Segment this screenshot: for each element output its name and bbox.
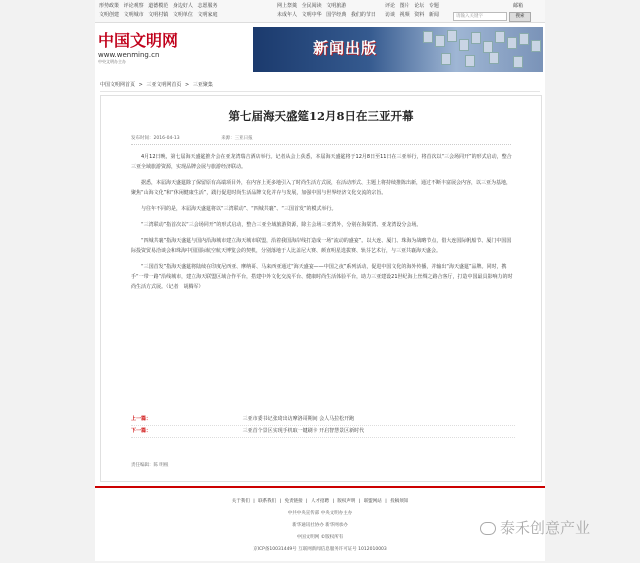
- nav-link[interactable]: 访谈: [385, 12, 396, 18]
- nav-link[interactable]: 图片: [399, 3, 410, 9]
- search-input[interactable]: 请输入关键字: [453, 12, 507, 21]
- banner-decoration: [519, 33, 529, 45]
- footer-separator: |: [253, 499, 255, 504]
- footer-link[interactable]: 人才招聘: [311, 499, 329, 504]
- nav-link[interactable]: 身边好人: [172, 3, 193, 9]
- prev-label: 上一篇：: [131, 416, 152, 422]
- nav-link[interactable]: 文明村镇: [148, 12, 169, 18]
- nav-link[interactable]: 文明城市: [123, 12, 144, 18]
- footer-separator: |: [279, 499, 282, 504]
- banner-decoration: [507, 37, 517, 49]
- breadcrumb-home[interactable]: 中国文明网首页: [100, 82, 136, 88]
- banner-decoration: [447, 30, 457, 42]
- nav-link[interactable]: 新闻: [428, 12, 439, 18]
- paragraph: “三湾联动”指首次以“三会场同开”的形式启动，整合三亚全域旅游资源，除主会场三亚湾外，分别在海棠湾、亚龙湾设分会场。: [141, 222, 422, 228]
- nav-link[interactable]: 形势政策: [99, 3, 120, 9]
- footer-line: 中共中央宣传部 中央文明办主办: [287, 511, 353, 516]
- nav-link[interactable]: 国学经典: [326, 12, 347, 18]
- banner-decoration: [471, 32, 481, 44]
- paragraph: 据悉，本届海天盛筵除了保留原有高端项目外，在内容上更多地引入了时尚生活方式展，在活动形式、主题上将持续推陈出新，通过不断丰富展会内容，以三亚为基地，聚焦“山海文化”和“休闲健康生活”，践行促进时尚生活品牌文化并存与发展，加强中国与世界经济文化交流的宗旨。: [131, 180, 512, 196]
- breadcrumb-current[interactable]: 三亚聚集: [192, 82, 213, 88]
- banner-decoration: [465, 55, 475, 67]
- nav-link[interactable]: 文明中华: [301, 12, 322, 18]
- paragraph: 与往年不同的是，本届海天盛筵将以“三湾联动”、“四城共襄”、“三国首发”的模式举行。: [141, 206, 337, 212]
- publish-date: 发布时间：2016-04-13: [131, 136, 180, 141]
- nav-link[interactable]: 视频: [399, 12, 410, 18]
- section-banner: [253, 27, 543, 72]
- nav-link[interactable]: 专题: [428, 3, 439, 9]
- banner-decoration: [531, 40, 541, 52]
- footer-line: 京ICP备10031449号 互联网新闻信息服务许可证号 1012010003: [253, 547, 387, 552]
- site-logo[interactable]: [98, 28, 198, 72]
- nav-link[interactable]: 文明单位: [172, 12, 193, 18]
- breadcrumb-separator: >: [185, 82, 190, 88]
- site-footer: [95, 486, 545, 563]
- banner-decoration: [489, 52, 499, 64]
- article-meta: [131, 134, 511, 145]
- next-article-link[interactable]: 三亚首个景区实现手机取一键刷卡 开启智慧景区新时代: [242, 428, 365, 434]
- breadcrumb-separator: >: [138, 82, 143, 88]
- banner-title: 新闻出版: [313, 39, 378, 57]
- prev-article: [131, 414, 515, 426]
- banner-decoration: [495, 31, 505, 43]
- footer-line: 新华通讯社协办 新华网承办: [292, 523, 348, 528]
- paragraph: “四城共襄”指海天盛筵与国内沿海城市建立海天城市联盟，沿着我国海岸线打造成一场“流动的盛宴”。以大连、厦门、珠海为战略节点，借大连国际帆船节、厦门中国国际投资贸易洽谈会和珠海中国国际航空航天博览会的契机，分别落地于人比盖尼大赛、颜直明星选拔赛、轨芬艺术行，与三亚共襄海天盛会。: [131, 238, 512, 254]
- editor-credit: 责任编辑：陈 明根: [131, 463, 169, 468]
- footer-separator: |: [306, 499, 308, 504]
- nav-link[interactable]: 道德模范: [148, 3, 169, 9]
- article-source: 来源：三亚日报: [221, 136, 253, 141]
- footer-link[interactable]: 联盟网站: [363, 499, 382, 504]
- paragraph: 4月12日晚，第七届海天盛筵推介会在亚龙湾瑞吉酒店举行。记者从会上获悉，本届海天盛筵将于12月8日至11日在三亚举行，将首次以“三会场同开”的形式启动，整合三亚全域旅游资源，实现品牌会展与旅游经济联动。: [131, 154, 512, 170]
- logo-name: 中国文明网: [98, 31, 179, 50]
- footer-separator: |: [358, 499, 361, 504]
- top-navigation: [95, 0, 545, 23]
- nav-link[interactable]: 资料: [414, 12, 425, 18]
- nav-link[interactable]: 网上祭奠: [277, 3, 298, 9]
- article-container: [100, 95, 542, 482]
- nav-group-1: [99, 2, 249, 20]
- page-container: [95, 0, 545, 561]
- wechat-icon: [480, 522, 496, 535]
- nav-link[interactable]: 我们的节日: [350, 12, 376, 18]
- nav-link[interactable]: 文明旅游: [326, 3, 347, 9]
- nav-link[interactable]: 未成年人: [277, 12, 298, 18]
- breadcrumb-section[interactable]: 三亚文明网首页: [146, 82, 182, 88]
- footer-separator: |: [332, 499, 334, 504]
- footer-link[interactable]: 联系我们: [258, 499, 277, 504]
- banner-decoration: [441, 53, 451, 65]
- paragraph: “三国首发”指海天盛筵将陆续在印度尼西亚、摩纳哥、马来西亚通过“海天盛宴——中国之夜”系列活动，促进中国文化的海外传播，并输出“海天盛筵”品牌。同时，携手“一带一路”沿线城市，建立海天联盟区域合作平台，搭建中外文化交流平台、健康时尚生活体验平台，助力三亚建设21世纪海上丝绸之路合客厅，打造中国最具影响力的时尚生活方式展。（记者 胡腾军）: [131, 264, 513, 290]
- next-article: [131, 426, 515, 438]
- footer-line: 中国文明网 ©版权所有: [296, 535, 344, 540]
- article-body: [131, 152, 515, 298]
- footer-link[interactable]: 版权声明: [337, 499, 356, 504]
- nav-link[interactable]: 评论: [385, 3, 396, 9]
- prev-next-nav: [131, 414, 515, 438]
- nav-link[interactable]: 文明家庭: [197, 12, 218, 18]
- logo-subtitle: 中央文明办主办: [98, 59, 126, 64]
- nav-group-3: [385, 2, 455, 20]
- banner-decoration: [513, 56, 523, 68]
- search-button[interactable]: 搜索: [509, 12, 531, 22]
- banner-decoration: [459, 39, 469, 51]
- breadcrumb: [100, 80, 540, 92]
- footer-link[interactable]: 关于我们: [231, 499, 250, 504]
- banner-decoration: [435, 35, 445, 47]
- nav-link[interactable]: 评论观察: [123, 3, 144, 9]
- register-link[interactable]: 邮箱: [513, 3, 524, 9]
- banner-decoration: [423, 31, 433, 43]
- nav-link[interactable]: 论坛: [414, 3, 425, 9]
- nav-link[interactable]: 志愿服务: [197, 3, 218, 9]
- article-title: 第七届海天盛筵12月8日在三亚开幕: [228, 109, 414, 123]
- footer-separator: |: [385, 499, 387, 504]
- nav-link[interactable]: 文明创建: [99, 12, 120, 18]
- logo-url: www.wenming.cn: [98, 51, 160, 59]
- nav-link[interactable]: 全民阅读: [301, 3, 322, 9]
- footer-link[interactable]: 免责链接: [284, 499, 303, 504]
- footer-link[interactable]: 投稿须知: [390, 499, 409, 504]
- next-label: 下一篇：: [131, 428, 152, 434]
- watermark: [480, 517, 590, 538]
- prev-article-link[interactable]: 三亚市委书记张琦出访摩洛哥期间 会人马拉松开跑: [242, 416, 355, 422]
- watermark-text: 泰禾创意产业: [500, 519, 591, 537]
- footer-links: [95, 498, 545, 504]
